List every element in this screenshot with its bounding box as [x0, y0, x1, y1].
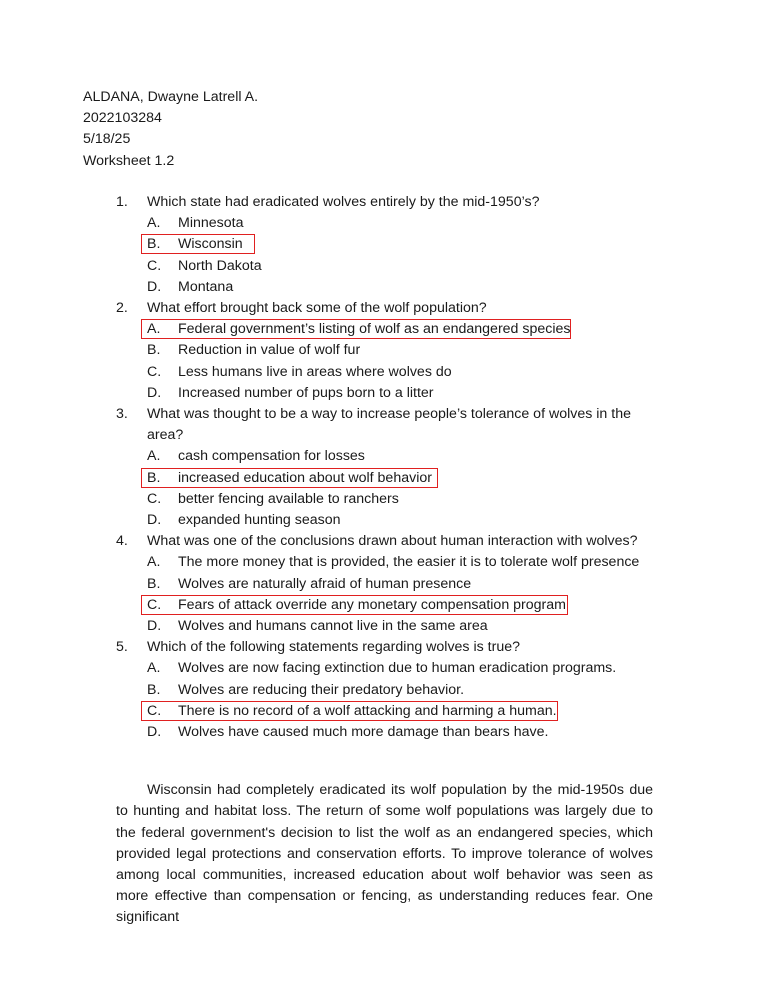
option-a — [147, 658, 676, 679]
option-letter: B. — [147, 681, 161, 698]
question-list — [116, 192, 676, 743]
question-2 — [116, 298, 676, 404]
option-text: Less humans live in areas where wolves do — [178, 363, 452, 380]
option-letter: C. — [147, 596, 162, 613]
option-d — [147, 383, 676, 404]
option-a — [147, 446, 676, 467]
document-header — [83, 87, 258, 172]
question-text: Which state had eradicated wolves entirely by the mid-1950’s? — [147, 194, 540, 210]
option-letter: D. — [147, 278, 162, 295]
question-text: What was thought to be a way to increase people’s tolerance of wolves in the area? — [147, 406, 631, 444]
option-letter: C. — [147, 490, 162, 507]
question-1 — [116, 192, 676, 298]
option-b — [147, 680, 676, 701]
option-letter: A. — [147, 448, 161, 465]
option-text: increased education about wolf behavior — [178, 469, 432, 486]
option-letter: B. — [147, 236, 161, 253]
option-text: expanded hunting season — [178, 512, 341, 529]
question-number: 2. — [116, 300, 128, 317]
option-text: There is no record of a wolf attacking and harming a human. — [178, 702, 557, 719]
option-c — [147, 256, 676, 277]
option-text: cash compensation for losses — [178, 448, 365, 465]
option-letter: A. — [147, 554, 161, 571]
question-4 — [116, 531, 676, 637]
option-text: Wolves are naturally afraid of human presence — [178, 575, 472, 592]
option-text: North Dakota — [178, 257, 262, 274]
option-c-selected — [147, 595, 676, 616]
question-3 — [116, 404, 676, 531]
option-text: Federal government’s listing of wolf as an endangered species — [178, 321, 571, 338]
option-letter: B. — [147, 469, 161, 486]
option-text: Reduction in value of wolf fur — [178, 342, 361, 359]
option-c — [147, 362, 676, 383]
option-d — [147, 722, 676, 743]
option-a — [147, 213, 676, 234]
option-c — [147, 489, 676, 510]
summary-paragraph: Wisconsin had completely eradicated its wolf population by the mid-1950s due to hunting and habitat loss. The return of some wolf populations was largely due to the federal government's decision to list the wolf as an endangered species, which provided legal protections and conservation efforts. To improve tolerance of wolves among local communities, increased education about wolf behavior was seen as more effective than compensation or fencing, as understanding reduces fear. One significant — [116, 782, 653, 926]
option-text: Increased number of pups born to a litter — [178, 384, 434, 401]
option-text: Wolves have caused much more damage than bears have. — [178, 724, 549, 741]
document-date: 5/18/25 — [83, 131, 131, 148]
option-letter: D. — [147, 384, 162, 401]
question-number: 4. — [116, 533, 128, 550]
option-text: Wisconsin — [178, 236, 243, 253]
option-text: Fears of attack override any monetary compensation program — [178, 596, 566, 613]
option-text: Minnesota — [178, 215, 244, 232]
option-letter: A. — [147, 215, 161, 232]
option-b — [147, 340, 676, 361]
question-text: What effort brought back some of the wolf population? — [147, 300, 487, 317]
option-letter: B. — [147, 575, 161, 592]
option-letter: A. — [147, 660, 161, 677]
option-letter: C. — [147, 257, 162, 274]
question-number: 5. — [116, 639, 128, 656]
option-b-selected — [147, 234, 676, 255]
option-d — [147, 510, 676, 531]
option-letter: C. — [147, 702, 162, 719]
student-name: ALDANA, Dwayne Latrell A. — [83, 89, 259, 105]
question-text: What was one of the conclusions drawn about human interaction with wolves? — [147, 533, 638, 550]
option-letter: A. — [147, 321, 161, 338]
option-d — [147, 277, 676, 298]
option-text: Wolves and humans cannot live in the same area — [178, 618, 488, 635]
option-letter: D. — [147, 724, 162, 741]
question-number: 3. — [116, 406, 128, 423]
option-text: Montana — [178, 278, 234, 295]
option-letter: C. — [147, 363, 162, 380]
option-letter: D. — [147, 618, 162, 635]
option-b-selected — [147, 468, 676, 489]
worksheet-title: Worksheet 1.2 — [83, 152, 175, 169]
question-5 — [116, 637, 676, 743]
option-text: Wolves are now facing extinction due to human eradication programs. — [178, 660, 617, 677]
option-b — [147, 574, 676, 595]
option-letter: B. — [147, 342, 161, 359]
question-text: Which of the following statements regarding wolves is true? — [147, 639, 520, 656]
question-number: 1. — [116, 194, 128, 210]
option-a-selected — [147, 319, 676, 340]
option-text: better fencing available to ranchers — [178, 490, 399, 507]
student-id: 2022103284 — [83, 110, 162, 127]
option-a — [147, 552, 676, 573]
option-c-selected — [147, 701, 676, 722]
option-d — [147, 616, 676, 637]
option-text: The more money that is provided, the easier it is to tolerate wolf presence — [178, 554, 640, 571]
option-letter: D. — [147, 512, 162, 529]
option-text: Wolves are reducing their predatory behavior. — [178, 681, 465, 698]
